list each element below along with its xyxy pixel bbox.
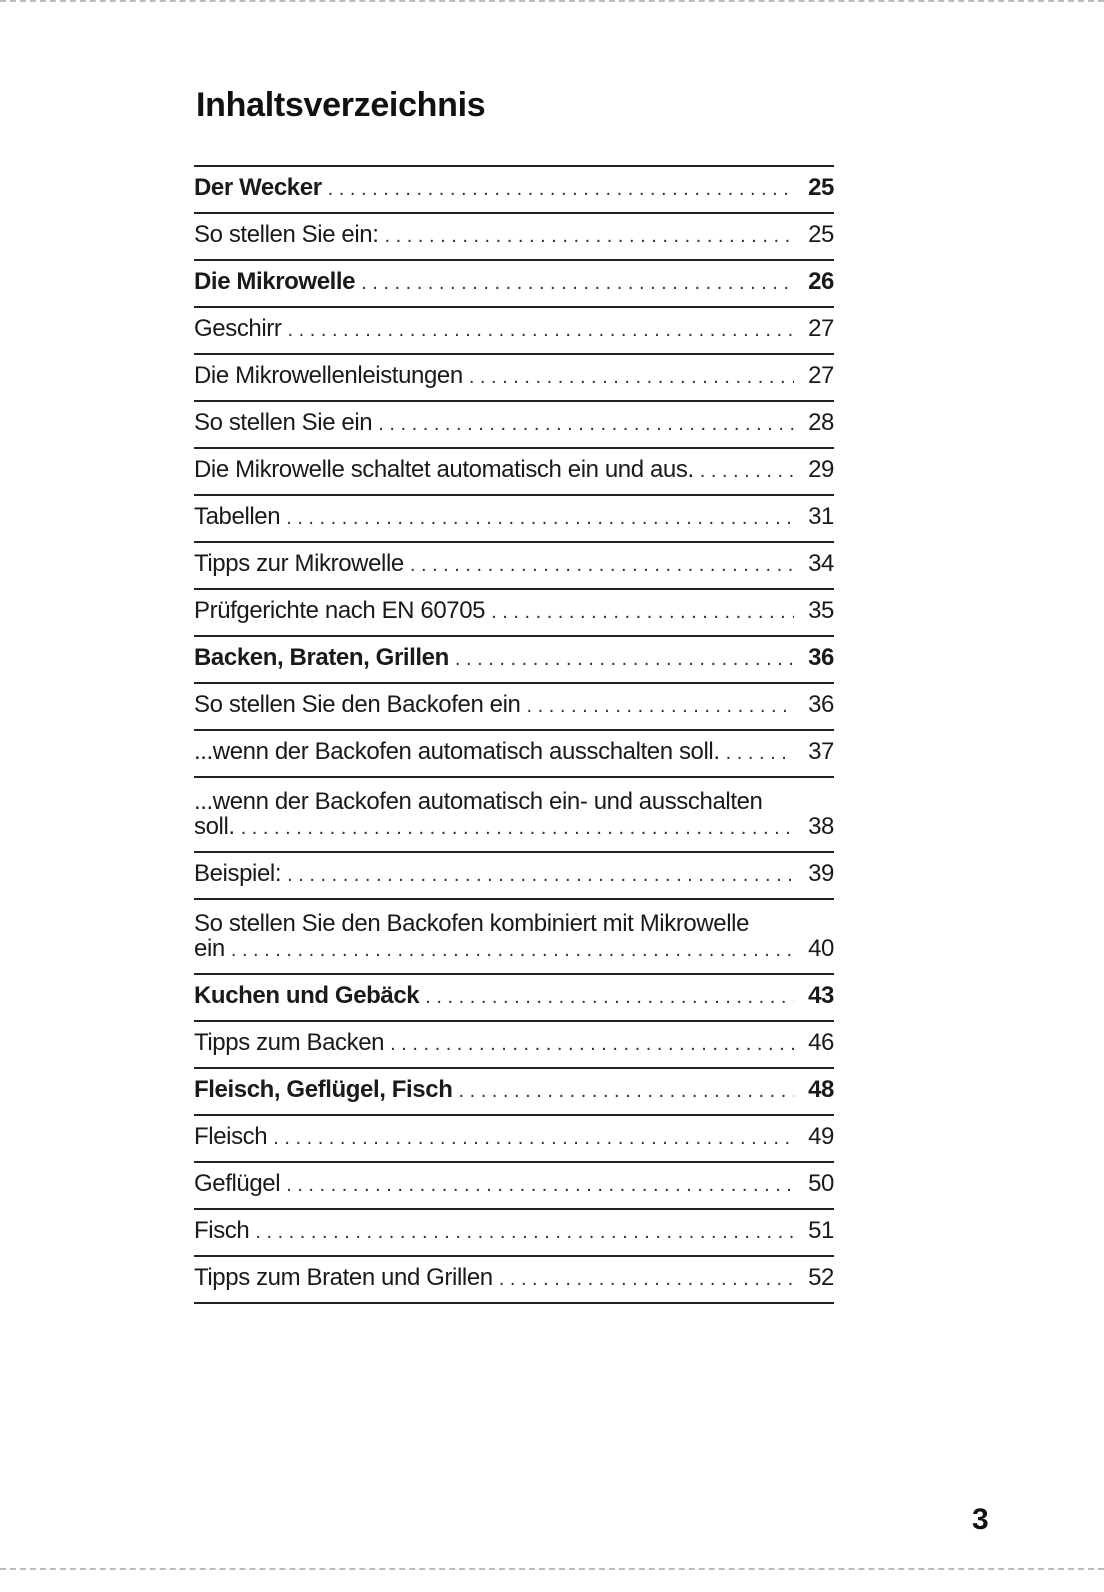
dot-leader (287, 316, 794, 344)
dot-leader (455, 645, 794, 673)
toc-entry-page: 52 (808, 1264, 834, 1291)
dot-leader (286, 504, 794, 532)
toc-entry-page: 50 (808, 1170, 834, 1197)
toc-entry-label: Geschirr (194, 315, 282, 342)
toc-entry (194, 684, 834, 731)
toc-entry-label: Tipps zum Braten und Grillen (194, 1264, 493, 1291)
toc-entry (194, 355, 834, 402)
toc-entry (194, 975, 834, 1022)
dot-leader (410, 551, 794, 579)
toc-entry-page: 38 (808, 813, 834, 840)
toc-entry (194, 543, 834, 590)
toc-entry (194, 900, 834, 975)
toc-entry-label-line1: ...wenn der Backofen automatisch ein- und ausschalten (194, 788, 763, 815)
toc-entry-label: So stellen Sie ein (194, 409, 373, 436)
toc-entry-page: 25 (808, 174, 834, 201)
toc-entry-label: Die Mikrowellenleistungen (194, 362, 463, 389)
dot-leader (726, 739, 794, 767)
toc-entry (194, 214, 834, 261)
toc-entry (194, 308, 834, 355)
table-of-contents (194, 165, 834, 1304)
dot-leader (700, 457, 794, 485)
toc-entry (194, 1069, 834, 1116)
toc-entry-label: Geflügel (194, 1170, 281, 1197)
toc-entry-page: 40 (808, 935, 834, 962)
toc-entry-label: Der Wecker (194, 174, 322, 201)
dot-leader (287, 861, 794, 889)
toc-entry-page: 36 (808, 691, 834, 718)
toc-entry-page: 39 (808, 860, 834, 887)
toc-entry-page: 37 (808, 738, 834, 765)
toc-entry-label: soll. (194, 813, 235, 840)
toc-entry (194, 853, 834, 900)
toc-entry-label: Beispiel: (194, 860, 282, 887)
dot-leader (385, 222, 794, 250)
toc-entry-label: Fleisch (194, 1123, 268, 1150)
toc-entry-label: Fleisch, Geflügel, Fisch (194, 1076, 453, 1103)
dot-leader (458, 1077, 794, 1105)
dot-leader (361, 269, 794, 297)
toc-entry-label: Fisch (194, 1217, 250, 1244)
toc-entry (194, 261, 834, 308)
toc-entry-label: Kuchen und Gebäck (194, 982, 420, 1009)
dot-leader (390, 1030, 794, 1058)
toc-entry-page: 26 (808, 268, 834, 295)
toc-entry (194, 1163, 834, 1210)
toc-entry-label: Tipps zur Mikrowelle (194, 550, 404, 577)
toc-entry-page: 35 (808, 597, 834, 624)
toc-entry-page: 43 (808, 982, 834, 1009)
page-number: 3 (972, 1503, 989, 1536)
toc-entry-page: 34 (808, 550, 834, 577)
dot-leader (286, 1171, 794, 1199)
toc-entry-page: 27 (808, 315, 834, 342)
toc-entry (194, 449, 834, 496)
toc-entry (194, 637, 834, 684)
toc-entry-page: 46 (808, 1029, 834, 1056)
toc-entry-label: So stellen Sie den Backofen ein (194, 691, 521, 718)
toc-entry (194, 731, 834, 778)
toc-entry (194, 590, 834, 637)
toc-entry-page: 31 (808, 503, 834, 530)
scan-edge-bottom (0, 1568, 1104, 1572)
toc-entry-label: So stellen Sie ein: (194, 221, 379, 248)
toc-entry (194, 1116, 834, 1163)
toc-entry (194, 496, 834, 543)
toc-entry (194, 167, 834, 214)
toc-entry-label: Tipps zum Backen (194, 1029, 385, 1056)
dot-leader (231, 936, 794, 964)
dot-leader (378, 410, 794, 438)
dot-leader (527, 692, 795, 720)
toc-entry-page: 25 (808, 221, 834, 248)
scan-edge-top (0, 0, 1104, 4)
toc-entry (194, 402, 834, 449)
toc-entry (194, 778, 834, 853)
dot-leader (273, 1124, 794, 1152)
dot-leader (499, 1265, 794, 1293)
toc-entry-label: ein (194, 935, 225, 962)
toc-entry-label: Backen, Braten, Grillen (194, 644, 449, 671)
toc-entry-label: Die Mikrowelle (194, 268, 356, 295)
toc-entry-label-line1: So stellen Sie den Backofen kombiniert mit Mikrowelle (194, 910, 750, 937)
toc-entry (194, 1022, 834, 1069)
toc-entry-label: Tabellen (194, 503, 281, 530)
toc-entry-page: 28 (808, 409, 834, 436)
toc-entry (194, 1257, 834, 1304)
dot-leader (328, 175, 794, 203)
toc-entry-label: Die Mikrowelle schaltet automatisch ein und aus. (194, 456, 694, 483)
toc-entry-page: 49 (808, 1123, 834, 1150)
dot-leader (425, 983, 794, 1011)
toc-entry-page: 36 (808, 644, 834, 671)
dot-leader (255, 1218, 794, 1246)
toc-entry (194, 1210, 834, 1257)
toc-entry-page: 27 (808, 362, 834, 389)
toc-entry-label: Prüfgerichte nach EN 60705 (194, 597, 486, 624)
toc-entry-page: 29 (808, 456, 834, 483)
dot-leader (241, 814, 794, 842)
toc-entry-label: ...wenn der Backofen automatisch ausschalten soll. (194, 738, 720, 765)
toc-entry-page: 51 (808, 1217, 834, 1244)
toc-entry-page: 48 (808, 1076, 834, 1103)
page-title: Inhaltsverzeichnis (196, 86, 486, 124)
dot-leader (469, 363, 794, 391)
dot-leader (491, 598, 794, 626)
